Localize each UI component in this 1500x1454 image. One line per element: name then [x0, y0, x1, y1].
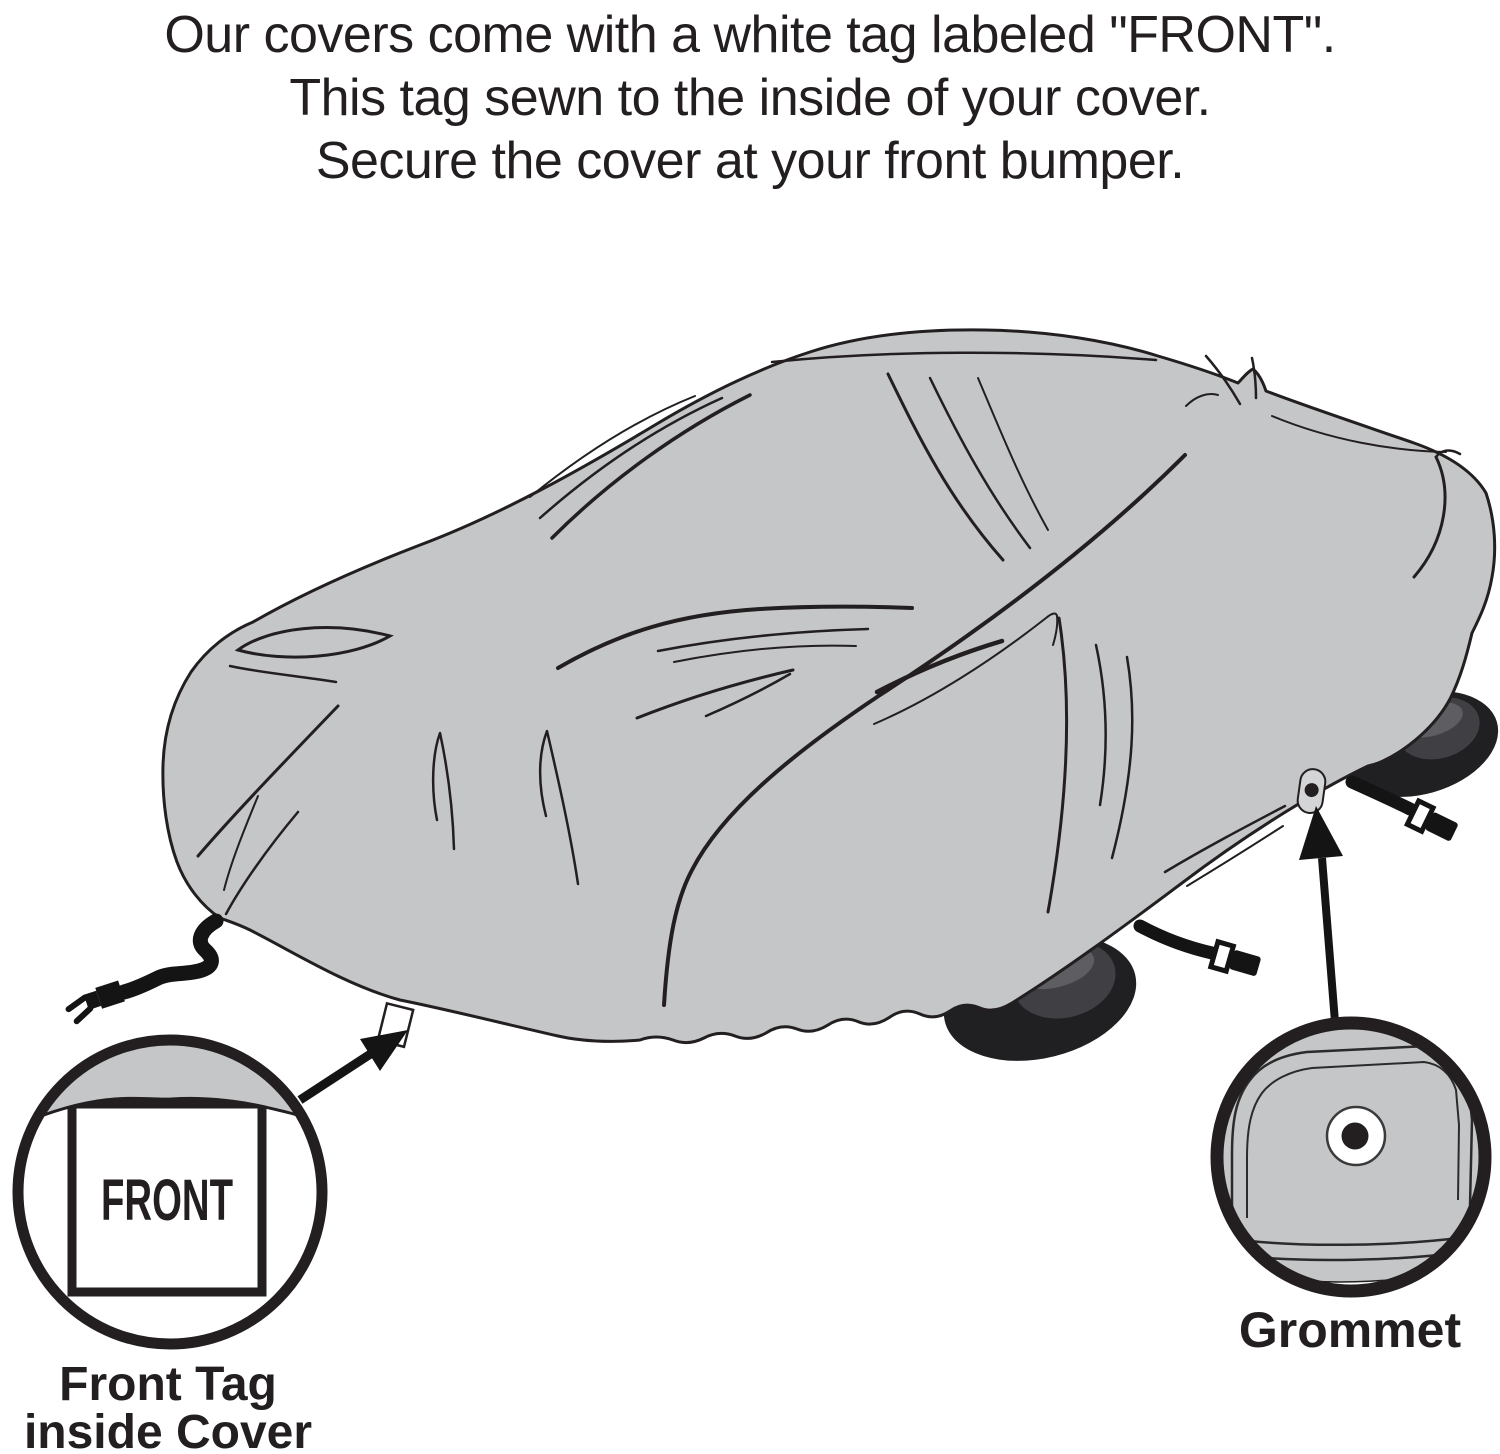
front-tag-callout — [18, 1028, 322, 1344]
grommet-label: Grommet — [1238, 1302, 1462, 1358]
grommet-hole — [1342, 1123, 1369, 1150]
middle-strap-buckle — [1211, 942, 1262, 980]
front-strap-buckle — [65, 980, 126, 1022]
front-tag-text: FRONT — [101, 1168, 233, 1233]
front-tag-arrow — [300, 1030, 408, 1100]
front-strap — [65, 921, 216, 1022]
header-line-2: This tag sewn to the inside of your cover. — [289, 69, 1211, 127]
front-tag-label-line2: inside Cover — [23, 1406, 313, 1454]
header-line-3: Secure the cover at your front bumper. — [315, 132, 1185, 190]
rear-strap-buckle — [1407, 801, 1460, 845]
grommet-callout — [1211, 1020, 1492, 1291]
front-tag-label-line1: Front Tag — [59, 1358, 277, 1411]
grommet-arrow — [1299, 806, 1343, 1022]
header-line-1: Our covers come with a white tag labeled "FRONT". — [164, 6, 1336, 64]
middle-strap — [1140, 926, 1262, 979]
header-text — [0, 4, 1500, 193]
cover-outline — [163, 330, 1495, 1043]
